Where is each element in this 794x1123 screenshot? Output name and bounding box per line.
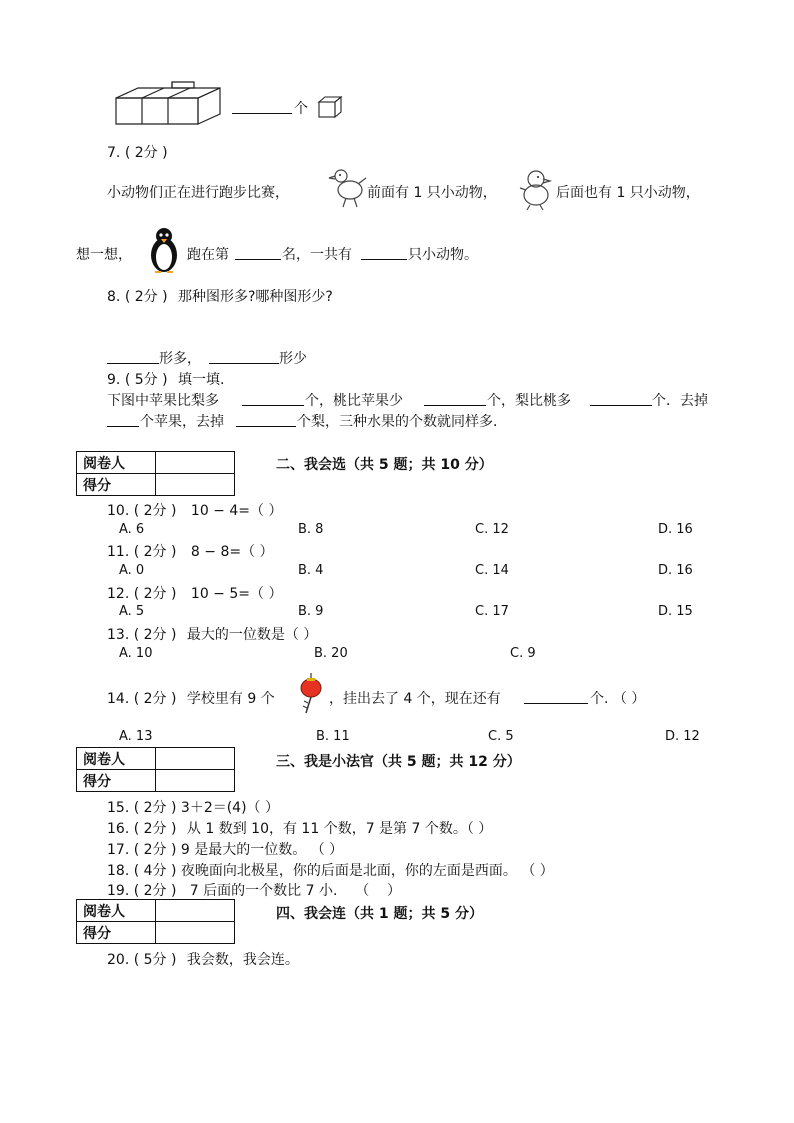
q20-text: 我会数，我会连。 — [186, 952, 299, 968]
chick-icon — [516, 168, 554, 212]
q7-total-blank[interactable] — [361, 245, 407, 260]
q7-number: 7. — [107, 145, 121, 161]
reviewer-cell[interactable] — [156, 748, 235, 770]
q7-line2-b: 跑在第 — [187, 247, 229, 263]
q9-number: 9. — [107, 372, 121, 388]
q8-more-blank[interactable] — [107, 349, 159, 364]
q9-line1-c: 个，梨比桃多 — [487, 393, 571, 409]
q14-line-start — [107, 688, 275, 708]
q18-line — [107, 860, 554, 880]
q6-answer-blank[interactable] — [232, 99, 292, 114]
score-cell[interactable] — [156, 770, 235, 792]
q18-score: ( 4分 ) — [133, 863, 177, 879]
q16-line — [107, 818, 492, 838]
q15-number: 15. — [107, 800, 130, 816]
q8-less-label: 形少 — [279, 351, 307, 367]
q7-line1-c: 后面也有 1 只小动物， — [556, 185, 700, 201]
q11-score: ( 2分 ) — [133, 544, 177, 560]
reviewer-cell[interactable] — [156, 452, 235, 474]
q7-line1-b: 前面有 1 只小动物， — [367, 185, 497, 201]
q8-header — [107, 286, 333, 306]
q11-line — [107, 541, 274, 561]
reviewer-label: 阅卷人 — [77, 900, 156, 922]
q8-text: 那种图形多?哪种图形少? — [178, 289, 333, 305]
q7-header — [107, 142, 168, 162]
lantern-icon — [296, 673, 326, 717]
q10-option-d[interactable]: D. 16 — [658, 522, 693, 537]
q14-option-c[interactable]: C. 5 — [488, 729, 514, 744]
section3-title: 三、我是小法官（共 5 题；共 12 分） — [276, 754, 521, 770]
q14-score: ( 2分 ) — [133, 691, 177, 707]
single-cube-icon — [318, 96, 342, 118]
q17-line — [107, 839, 343, 859]
q10-text: 10 − 4=（ ） — [190, 503, 283, 519]
score-label: 得分 — [77, 922, 156, 944]
duck-icon — [328, 166, 368, 210]
score-cell[interactable] — [156, 474, 235, 496]
q10-line — [107, 500, 282, 520]
q10-option-a[interactable]: A. 6 — [119, 522, 145, 537]
q9-line1-d: 个．去掉 — [652, 393, 708, 409]
q8-less-blank[interactable] — [209, 349, 279, 364]
q11-option-c[interactable]: C. 14 — [475, 563, 509, 578]
q9-line2-a: 个苹果，去掉 — [140, 414, 224, 430]
score-label: 得分 — [77, 474, 156, 496]
q11-option-d[interactable]: D. 16 — [658, 563, 693, 578]
q7-rank-blank[interactable] — [235, 245, 281, 260]
q9-line1-a: 下图中苹果比梨多 — [107, 393, 219, 409]
q14-text-c: 个. （ ） — [590, 691, 646, 707]
q14-text-a: 学校里有 9 个 — [186, 691, 275, 707]
q12-option-a[interactable]: A. 5 — [119, 604, 145, 619]
q19-number: 19. — [107, 883, 130, 899]
q6-unit: 个 — [294, 101, 308, 117]
reviewer-label: 阅卷人 — [77, 748, 156, 770]
q9-text: 填一填. — [178, 372, 225, 388]
section2-score-box — [76, 451, 235, 496]
q12-line — [107, 583, 282, 603]
q7-line1-a: 小动物们正在进行跑步比赛， — [107, 185, 289, 201]
q9-peach-apple-blank[interactable] — [424, 391, 486, 406]
q9-remove-pear-blank[interactable] — [236, 412, 296, 427]
q14-answer-blank[interactable] — [524, 689, 588, 704]
q18-number: 18. — [107, 863, 130, 879]
q11-option-a[interactable]: A. 0 — [119, 563, 145, 578]
q14-number: 14. — [107, 691, 130, 707]
q8-more-label: 形多， — [159, 351, 201, 367]
q16-text: 从 1 数到 10，有 11 个数，7 是第 7 个数。（ ） — [186, 821, 493, 837]
q13-number: 13. — [107, 627, 130, 643]
reviewer-cell[interactable] — [156, 900, 235, 922]
section3-score-box — [76, 747, 235, 792]
q16-number: 16. — [107, 821, 130, 837]
q20-line — [107, 949, 299, 969]
score-cell[interactable] — [156, 922, 235, 944]
reviewer-label: 阅卷人 — [77, 452, 156, 474]
q9-apple-pear-blank[interactable] — [242, 391, 304, 406]
q12-score: ( 2分 ) — [133, 586, 177, 602]
q14-option-a[interactable]: A. 13 — [119, 729, 153, 744]
q10-score: ( 2分 ) — [133, 503, 177, 519]
q13-option-a[interactable]: A. 10 — [119, 646, 153, 661]
q15-score: ( 2分 ) — [133, 800, 177, 816]
q7-line2-a: 想一想， — [76, 247, 132, 263]
q9-score: ( 5分 ) — [124, 372, 168, 388]
q12-text: 10 − 5=（ ） — [190, 586, 283, 602]
section2-title: 二、我会选（共 5 题；共 10 分） — [276, 457, 493, 473]
q10-option-b[interactable]: B. 8 — [298, 522, 324, 537]
score-label: 得分 — [77, 770, 156, 792]
q9-remove-apple-blank[interactable] — [107, 412, 139, 427]
q8-number: 8. — [107, 289, 121, 305]
q11-number: 11. — [107, 544, 130, 560]
q13-line — [107, 624, 317, 644]
q13-score: ( 2分 ) — [133, 627, 177, 643]
q15-text: 3＋2＝(4)（ ） — [180, 800, 280, 816]
q17-text: 9 是最大的一位数。 （ ） — [180, 842, 344, 858]
q18-text: 夜晚面向北极星，你的后面是北面，你的左面是西面。 （ ） — [180, 863, 554, 879]
q13-option-c[interactable]: C. 9 — [510, 646, 536, 661]
q15-line — [107, 797, 279, 817]
q8-score: ( 2分 ) — [124, 289, 168, 305]
cube-stack-figure — [112, 84, 227, 128]
section4-score-box — [76, 899, 235, 944]
q10-number: 10. — [107, 503, 130, 519]
q13-option-b[interactable]: B. 20 — [314, 646, 348, 661]
q7-line2-c: 名，一共有 — [282, 247, 352, 263]
q12-number: 12. — [107, 586, 130, 602]
q17-score: ( 2分 ) — [133, 842, 177, 858]
q12-option-d[interactable]: D. 15 — [658, 604, 693, 619]
q16-score: ( 2分 ) — [133, 821, 177, 837]
q19-line — [107, 880, 401, 900]
q9-line2-b: 个梨，三种水果的个数就同样多． — [297, 414, 507, 430]
q13-text: 最大的一位数是（ ） — [186, 627, 318, 643]
penguin-icon — [146, 226, 182, 276]
q14-text-b: ，挂出去了 4 个，现在还有 — [329, 691, 501, 707]
q11-option-b[interactable]: B. 4 — [298, 563, 324, 578]
q7-line2-d: 只小动物。 — [408, 247, 478, 263]
q12-option-c[interactable]: C. 17 — [475, 604, 509, 619]
q9-header — [107, 369, 224, 389]
q9-pear-peach-blank[interactable] — [590, 391, 652, 406]
q17-number: 17. — [107, 842, 130, 858]
q10-option-c[interactable]: C. 12 — [475, 522, 509, 537]
q14-option-b[interactable]: B. 11 — [316, 729, 350, 744]
q20-score: ( 5分 ) — [133, 952, 177, 968]
q9-line1-b: 个，桃比苹果少 — [305, 393, 403, 409]
q14-option-d[interactable]: D. 12 — [665, 729, 700, 744]
q12-option-b[interactable]: B. 9 — [298, 604, 324, 619]
q11-text: 8 − 8=（ ） — [190, 544, 274, 560]
q7-score: ( 2分 ) — [124, 145, 168, 161]
section4-title: 四、我会连（共 1 题；共 5 分） — [276, 906, 483, 922]
q19-text: 7 后面的一个数比 7 小. （ ） — [180, 883, 402, 899]
q19-score: ( 2分 ) — [133, 883, 177, 899]
q20-number: 20. — [107, 952, 130, 968]
